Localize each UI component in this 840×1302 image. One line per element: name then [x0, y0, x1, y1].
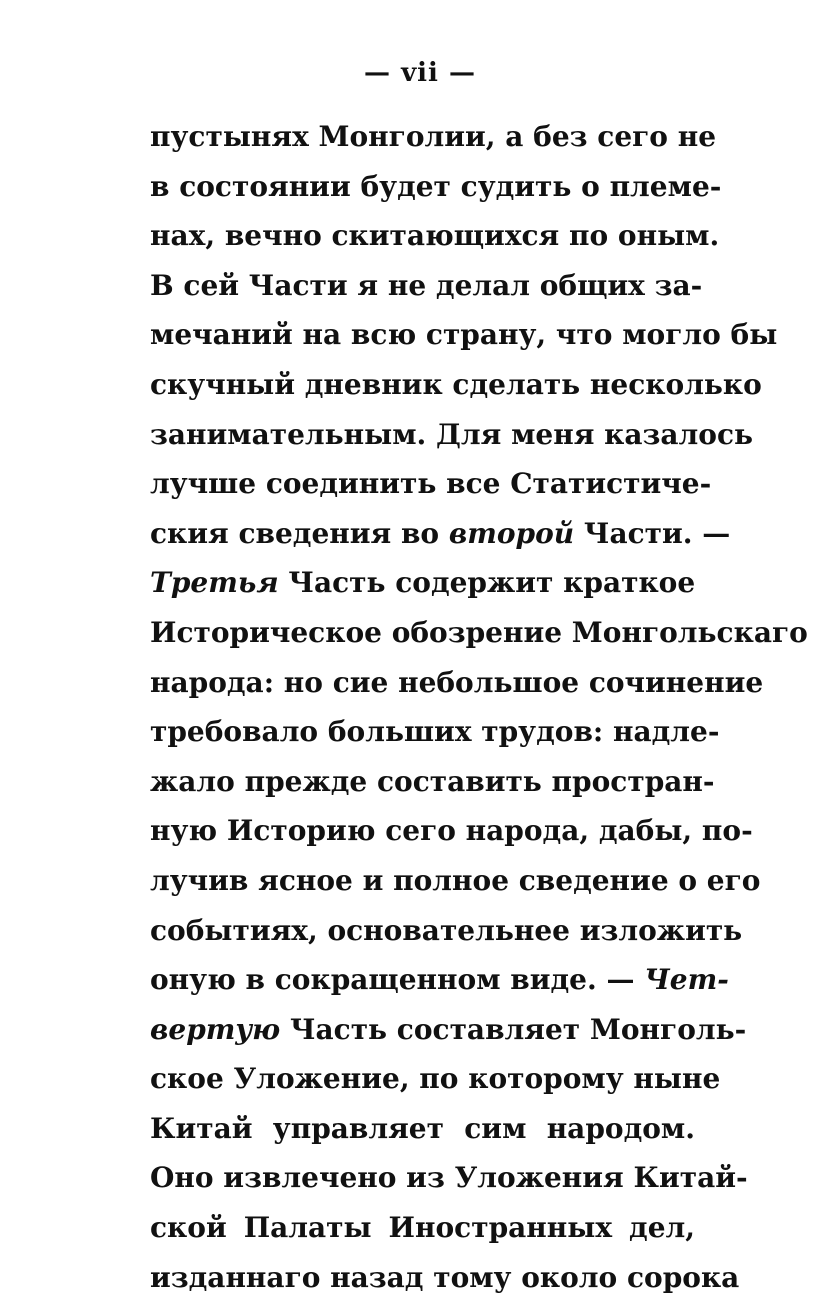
text-line — [150, 459, 712, 509]
text-line — [150, 1005, 747, 1055]
text-line — [150, 906, 743, 956]
text-segment: мечаний на всю страну, что могло бы — [150, 318, 778, 352]
text-segment: оную в сокращенном виде. — — [150, 963, 645, 997]
text-segment: жало прежде составить простран- — [150, 764, 715, 798]
text-segment: лучше соединить все Статистиче- — [150, 467, 712, 501]
text-line — [150, 112, 717, 162]
text-line — [150, 360, 762, 410]
text-segment: Историческое обозрение Монгольскаго — [150, 615, 808, 649]
italic-text: второй — [448, 516, 575, 550]
italic-text: Чет- — [644, 963, 729, 997]
text-segment: нах, вечно скитающихся по оным. — [150, 219, 720, 253]
text-line — [150, 1203, 695, 1253]
text-line — [150, 211, 720, 261]
text-segment: занимательным. Для меня казалось — [150, 417, 754, 451]
text-line — [150, 955, 729, 1005]
text-line — [150, 162, 722, 212]
text-line — [150, 757, 715, 807]
text-line — [150, 558, 695, 608]
text-segment: скучный дневник сделать несколько — [150, 367, 762, 401]
text-segment: требовало больших трудов: надле- — [150, 715, 720, 749]
text-line — [150, 410, 754, 460]
body-text — [150, 112, 808, 1302]
text-line — [150, 856, 761, 906]
text-segment: Части. — — [574, 516, 731, 550]
text-line — [150, 1054, 721, 1104]
text-line — [150, 658, 764, 708]
text-line — [150, 1253, 740, 1302]
text-line — [150, 509, 731, 559]
text-segment: Часть составляет Монголь- — [280, 1012, 747, 1046]
text-segment: Китай управляет сим народом. — [150, 1111, 695, 1145]
text-line — [150, 1153, 748, 1203]
italic-text: вертую — [150, 1012, 281, 1046]
text-line — [150, 261, 703, 311]
text-segment: ской Палаты Иностранных дел, — [150, 1211, 695, 1245]
text-segment: пустынях Монголии, а без сего не — [150, 120, 717, 153]
text-segment: Оно извлечено из Уложения Китай- — [150, 1161, 748, 1195]
text-line — [150, 310, 778, 360]
text-segment: ную Историю сего народа, дабы, по- — [150, 814, 753, 848]
text-line — [150, 806, 753, 856]
text-segment: изданнаго назад тому около сорока — [150, 1260, 740, 1294]
text-segment: народа: но сие небольшое сочинение — [150, 665, 764, 699]
page-number-header: — vii — — [364, 58, 476, 88]
text-segment: лучив ясное и полное сведение о его — [150, 863, 761, 897]
text-segment: В сей Части я не делал общих за- — [150, 268, 703, 302]
text-line — [150, 707, 720, 757]
italic-text: Третья — [150, 566, 279, 600]
text-line — [150, 1104, 695, 1154]
text-segment: ское Уложение, по которому ныне — [150, 1062, 721, 1096]
text-line — [150, 608, 808, 658]
text-segment: Часть содержит краткое — [278, 566, 696, 600]
text-segment: ския сведения во — [150, 516, 449, 550]
text-segment: событиях, основательнее изложить — [150, 913, 743, 947]
text-segment: в состоянии будет судить о племе- — [150, 169, 722, 203]
